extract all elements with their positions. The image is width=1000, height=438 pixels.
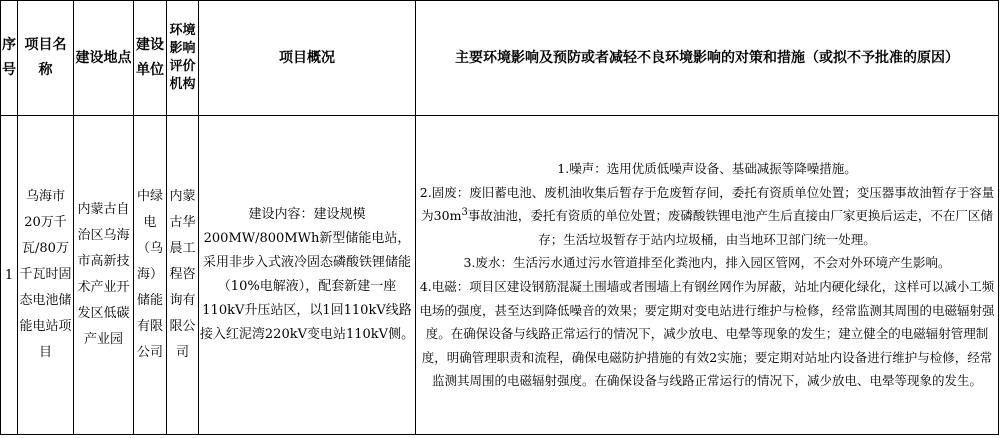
cell-overview: 建设内容：建设规模200MW/800MWh新型储能电站，采用非步入式液冷固态磷酸铁锂储能（10%电解液），配套新建一座110kV升压站区，以1回110kV线路接入红泥湾220kV变电站110kV侧。: [199, 116, 416, 435]
measure-electromagnetic: 4.电磁：项目区建设钢筋混凝土围墙或者围墙上有钢丝网作为屏蔽，站址内硬化绿化，这样可以减小工频电场的强度，甚至达到降低噪音的效果；要定期对变电站进行维护与检修，经常监测其周围的电磁辐射强度。在确保设备与线路正常运行的情况下，减少放电、电晕等现象的发生；建立健全的电磁辐射管理制度，明确管理职责和流程，确保电磁防护措施的有效2实施；要定期对站址内设备进行维护与检修，经常监测其周围的电磁辐射强度。在确保设备与线路正常运行的情况下，减少放电、电晕等现象的发生。: [419, 279, 995, 389]
cell-location: 内蒙古自治区乌海市高新技术产业开发区低碳产业园: [74, 116, 134, 435]
measure-solid-waste-a: 2.固废：废旧蓄电池、废机油收集后暂存于危废暂存间，委托有资质单位处置；变压器事故油暂存于容量为30m: [419, 184, 995, 224]
table-row: [1, 116, 999, 435]
header-measures: 主要环境影响及预防或者减轻不良环境影响的对策和措施（或拟不予批准的原因）: [416, 1, 999, 116]
measure-solid-waste-b: 事故油池，委托有资质的单位处置；废磷酸铁锂电池产生后直接由厂家更换后运走，不在厂区储存；生活垃圾暂存于站内垃圾桶，由当地环卫部门统一处理。: [467, 208, 993, 247]
header-name: 项目名称: [18, 1, 74, 116]
header-location: 建设地点: [74, 1, 134, 116]
header-eia: 环境影响评价机构: [167, 1, 199, 116]
header-overview: 项目概况: [199, 1, 416, 116]
header-seq: 序号: [1, 1, 18, 116]
measure-solid-waste: [416, 181, 998, 252]
cell-project-name: 乌海市20万千瓦/80万千瓦时固态电池储能电站项目: [18, 116, 74, 435]
cell-seq: 1: [1, 116, 18, 435]
cell-eia-agency: 内蒙古华晨工程咨询有限公司: [167, 116, 199, 435]
cell-unit: 中绿电（乌海）储能有限公司: [134, 116, 167, 435]
cell-measures: [416, 116, 999, 435]
header-row: [1, 1, 999, 116]
header-unit: 建设单位: [134, 1, 167, 116]
superscript-3: 3: [461, 207, 468, 219]
measure-wastewater: 3.废水：生活污水通过污水管道排至化粪池内，排入园区管网，不会对外环境产生影响。: [463, 255, 951, 271]
measure-noise: 1.噪声：选用优质低噪声设备、基础减振等降噪措施。: [557, 161, 857, 177]
